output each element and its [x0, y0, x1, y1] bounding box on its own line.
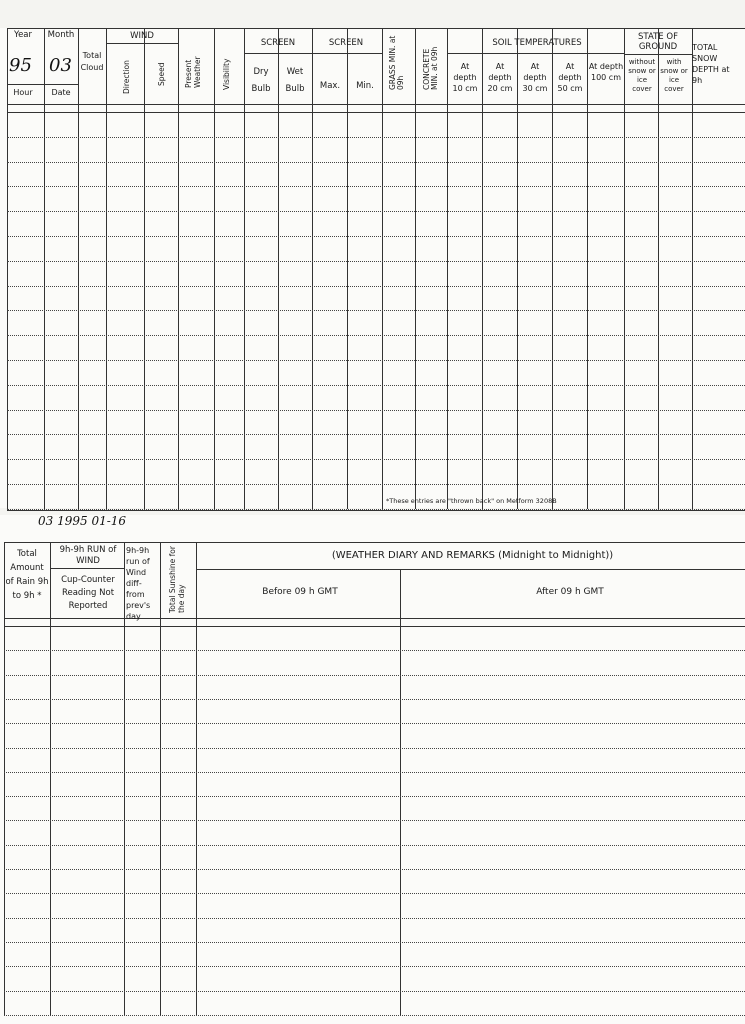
diary-row-dotted-rule	[4, 772, 745, 773]
column-rule	[7, 28, 8, 509]
min-header: Min.	[356, 81, 374, 91]
weather-diary-sheet	[0, 515, 745, 1024]
speed-header: Speed	[157, 62, 166, 86]
observation-form-sheet	[0, 28, 745, 508]
row-dotted-rule	[7, 310, 745, 311]
depth-30-header: At depth 30 cm	[522, 62, 548, 93]
diary-column-rule	[50, 542, 51, 1015]
year-month-subrule	[7, 84, 78, 85]
before-09h-header: Before 09 h GMT	[262, 587, 338, 597]
thrown-back-footnote: *These entries are "thrown back" on Metform 3208B	[386, 497, 557, 505]
screen-header-2: SCREEN	[328, 38, 364, 48]
diary-row-dotted-rule	[4, 869, 745, 870]
direction-header: Direction	[122, 60, 131, 94]
wind-difference-header: 9h-9h run of Wind diff- from prev's day	[126, 546, 151, 621]
total-sunshine-header: Total Sunshine for the day	[168, 546, 186, 613]
diary-row-dotted-rule	[4, 675, 745, 676]
diary-column-rule	[400, 569, 401, 1015]
row-dotted-rule	[7, 162, 745, 163]
column-rule	[624, 28, 625, 509]
diary-row-dotted-rule	[4, 966, 745, 967]
run-wind-subrule	[50, 568, 124, 569]
diary-column-rule	[4, 542, 5, 1015]
column-rule	[447, 28, 448, 509]
total-snow-depth-header: TOTAL SNOW DEPTH at 9h	[692, 43, 730, 85]
row-dotted-rule	[7, 459, 745, 460]
column-rule	[106, 28, 107, 509]
column-rule	[347, 28, 348, 509]
column-rule	[178, 28, 179, 509]
diary-row-dotted-rule	[4, 1015, 745, 1016]
column-rule	[312, 28, 313, 509]
run-of-wind-header: 9h-9h RUN of WIND	[59, 545, 117, 566]
without-snow-header: without snow or ice cover	[628, 58, 656, 93]
diary-row-dotted-rule	[4, 650, 745, 651]
cup-counter-header: Cup-Counter Reading Not Reported	[61, 575, 115, 611]
diary-row-dotted-rule	[4, 845, 745, 846]
diary-row-dotted-rule	[4, 748, 745, 749]
soil-temperatures-header: SOIL TEMPERATURES	[492, 38, 582, 48]
column-rule	[415, 28, 416, 509]
table-bottom-rule	[7, 510, 745, 511]
column-rule	[658, 28, 659, 509]
wet-bulb-header: Wet Bulb	[285, 67, 305, 94]
row-dotted-rule	[7, 186, 745, 187]
with-snow-header: with snow or ice cover	[660, 58, 688, 93]
total-rain-header: Total Amount of Rain 9h to 9h *	[5, 549, 49, 601]
column-rule	[144, 28, 145, 509]
column-rule	[44, 28, 45, 509]
soil-subrule	[447, 53, 624, 54]
row-dotted-rule	[7, 236, 745, 237]
row-dotted-rule	[7, 335, 745, 336]
row-dotted-rule	[7, 211, 745, 212]
diary-row-dotted-rule	[4, 893, 745, 894]
after-09h-header: After 09 h GMT	[536, 587, 604, 597]
weather-diary-title: (WEATHER DIARY AND REMARKS (Midnight to Midnight))	[331, 550, 614, 561]
diary-letter-rule	[4, 626, 745, 627]
depth-20-header: At depth 20 cm	[487, 62, 513, 93]
row-dotted-rule	[7, 286, 745, 287]
column-rule	[214, 28, 215, 509]
depth-10-header: At depth 10 cm	[452, 62, 478, 93]
row-dotted-rule	[7, 360, 745, 361]
date-header: Date	[51, 88, 71, 97]
total-cloud-header: Total Cloud	[80, 51, 104, 72]
concrete-min-header: CONCRETE MIN. at 09h	[422, 46, 439, 90]
row-dotted-rule	[7, 410, 745, 411]
row-dotted-rule	[7, 261, 745, 262]
year-value: 95	[9, 55, 32, 76]
screen-header-1: SCREEN	[260, 38, 296, 48]
month-value: 03	[49, 55, 72, 76]
depth-50-header: At depth 50 cm	[557, 62, 583, 93]
state-of-ground-header: STATE OF GROUND	[638, 32, 678, 52]
diary-row-dotted-rule	[4, 991, 745, 992]
diary-handwritten-header: 03 1995 01-16	[38, 514, 127, 528]
header-bottom-rule	[7, 104, 745, 105]
diary-top-border	[4, 542, 745, 543]
diary-column-rule	[160, 542, 161, 1015]
diary-row-dotted-rule	[4, 918, 745, 919]
letter-row-rule	[7, 112, 745, 113]
ground-subrule	[624, 54, 692, 55]
diary-column-rule	[124, 542, 125, 1015]
dry-bulb-header: Dry Bulb	[251, 67, 271, 94]
hour-header: Hour	[13, 88, 33, 97]
diary-row-dotted-rule	[4, 820, 745, 821]
wind-subrule	[106, 43, 178, 44]
top-border	[7, 28, 745, 29]
depth-100-header: At depth 100 cm	[588, 62, 624, 82]
diary-row-dotted-rule	[4, 796, 745, 797]
diary-column-rule	[196, 542, 197, 1015]
row-dotted-rule	[7, 137, 745, 138]
column-rule	[552, 28, 553, 509]
column-rule	[517, 28, 518, 509]
column-rule	[692, 28, 693, 509]
visibility-header: Visibility	[222, 58, 231, 90]
column-rule	[278, 28, 279, 509]
screen-subrule	[244, 53, 382, 54]
present-weather-header: Present Weather	[184, 56, 202, 88]
column-rule	[244, 28, 245, 509]
year-header: Year	[14, 30, 32, 40]
diary-title-rule	[196, 569, 745, 570]
wind-header: WIND	[130, 31, 154, 41]
row-dotted-rule	[7, 434, 745, 435]
diary-row-dotted-rule	[4, 942, 745, 943]
column-rule	[482, 28, 483, 509]
diary-row-dotted-rule	[4, 699, 745, 700]
column-rule	[78, 28, 79, 509]
row-dotted-rule	[7, 385, 745, 386]
column-rule	[587, 28, 588, 509]
diary-row-dotted-rule	[4, 723, 745, 724]
column-rule	[382, 28, 383, 509]
diary-header-bottom-rule	[4, 618, 745, 619]
max-header: Max.	[319, 81, 341, 91]
row-dotted-rule	[7, 484, 745, 485]
month-header: Month	[47, 30, 75, 40]
grass-min-header: GRASS MIN. at 09h	[388, 35, 405, 90]
